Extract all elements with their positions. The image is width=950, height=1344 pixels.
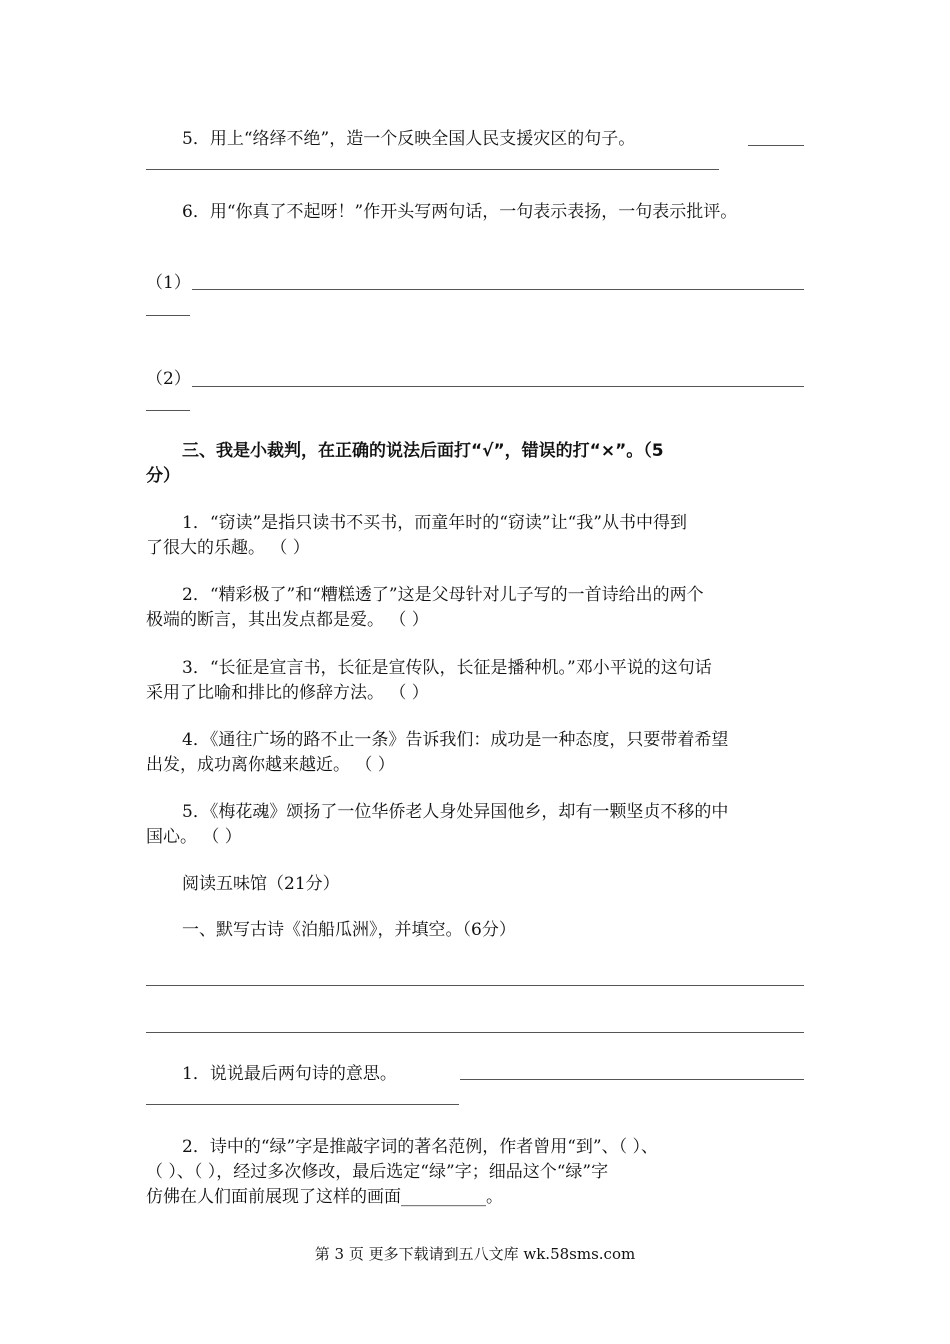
poem-question-2: 2．诗中的“绿”字是推敲字词的著名范例，作者曾用“到”、（ ）、	[182, 1137, 658, 1157]
judge-item-5: 5．《梅花魂》颂扬了一位华侨老人身处异国他乡，却有一颗坚贞不移的中	[182, 802, 729, 822]
question-6-part-2-label: （2）	[146, 369, 191, 389]
answer-line	[192, 289, 804, 290]
judge-item-1: 1．“窃读”是指只读书不买书，而童年时的“窃读”让“我”从书中得到	[182, 513, 687, 533]
question-6-write-sentences: 6．用“你真了不起呀！”作开头写两句话，一句表示表扬，一句表示批评。	[182, 202, 738, 222]
reading-section-title: 阅读五味馆（21分）	[182, 874, 340, 894]
answer-line	[146, 1032, 804, 1033]
answer-line	[192, 386, 804, 387]
answer-line	[748, 145, 804, 146]
judge-item-2-cont: 极端的断言，其出发点都是爱。 （ ）	[146, 610, 429, 630]
answer-line	[146, 410, 190, 411]
judge-item-3: 3．“长征是宣言书，长征是宣传队，长征是播种机。”邓小平说的这句话	[182, 658, 712, 678]
question-5-make-sentence: 5．用上“络绎不绝”，造一个反映全国人民支援灾区的句子。	[182, 129, 636, 149]
judge-item-4-cont: 出发，成功离你越来越近。 （ ）	[146, 755, 395, 775]
judge-item-5-cont: 国心。 （ ）	[146, 827, 242, 847]
section-three-heading: 三、我是小裁判，在正确的说法后面打“√”，错误的打“×”。（5	[182, 441, 664, 461]
poem-question-2-cont: （ ）、（ ），经过多次修改，最后选定“绿”字；细品这个“绿”字	[146, 1162, 609, 1182]
judge-item-2: 2．“精彩极了”和“糟糕透了”这是父母针对儿子写的一首诗给出的两个	[182, 585, 704, 605]
section-three-heading-cont: 分）	[146, 466, 180, 486]
answer-line	[146, 1104, 459, 1105]
answer-line	[460, 1079, 804, 1080]
poem-question-2-cont: 仿佛在人们面前展现了这样的画面__________。	[146, 1187, 503, 1207]
poem-dictation-question: 一、默写古诗《泊船瓜洲》，并填空。（6分）	[182, 920, 516, 940]
answer-line	[146, 315, 190, 316]
judge-item-1-cont: 了很大的乐趣。 （ ）	[146, 538, 310, 558]
answer-line	[146, 169, 719, 170]
poem-question-1: 1．说说最后两句诗的意思。	[182, 1064, 397, 1084]
judge-item-3-cont: 采用了比喻和排比的修辞方法。 （ ）	[146, 683, 429, 703]
question-6-part-1-label: （1）	[146, 273, 191, 293]
answer-line	[146, 985, 804, 986]
judge-item-4: 4．《通往广场的路不止一条》告诉我们：成功是一种态度，只要带着希望	[182, 730, 729, 750]
page-footer: 第 3 页 更多下载请到五八文库 wk.58sms.com	[314, 1245, 636, 1263]
